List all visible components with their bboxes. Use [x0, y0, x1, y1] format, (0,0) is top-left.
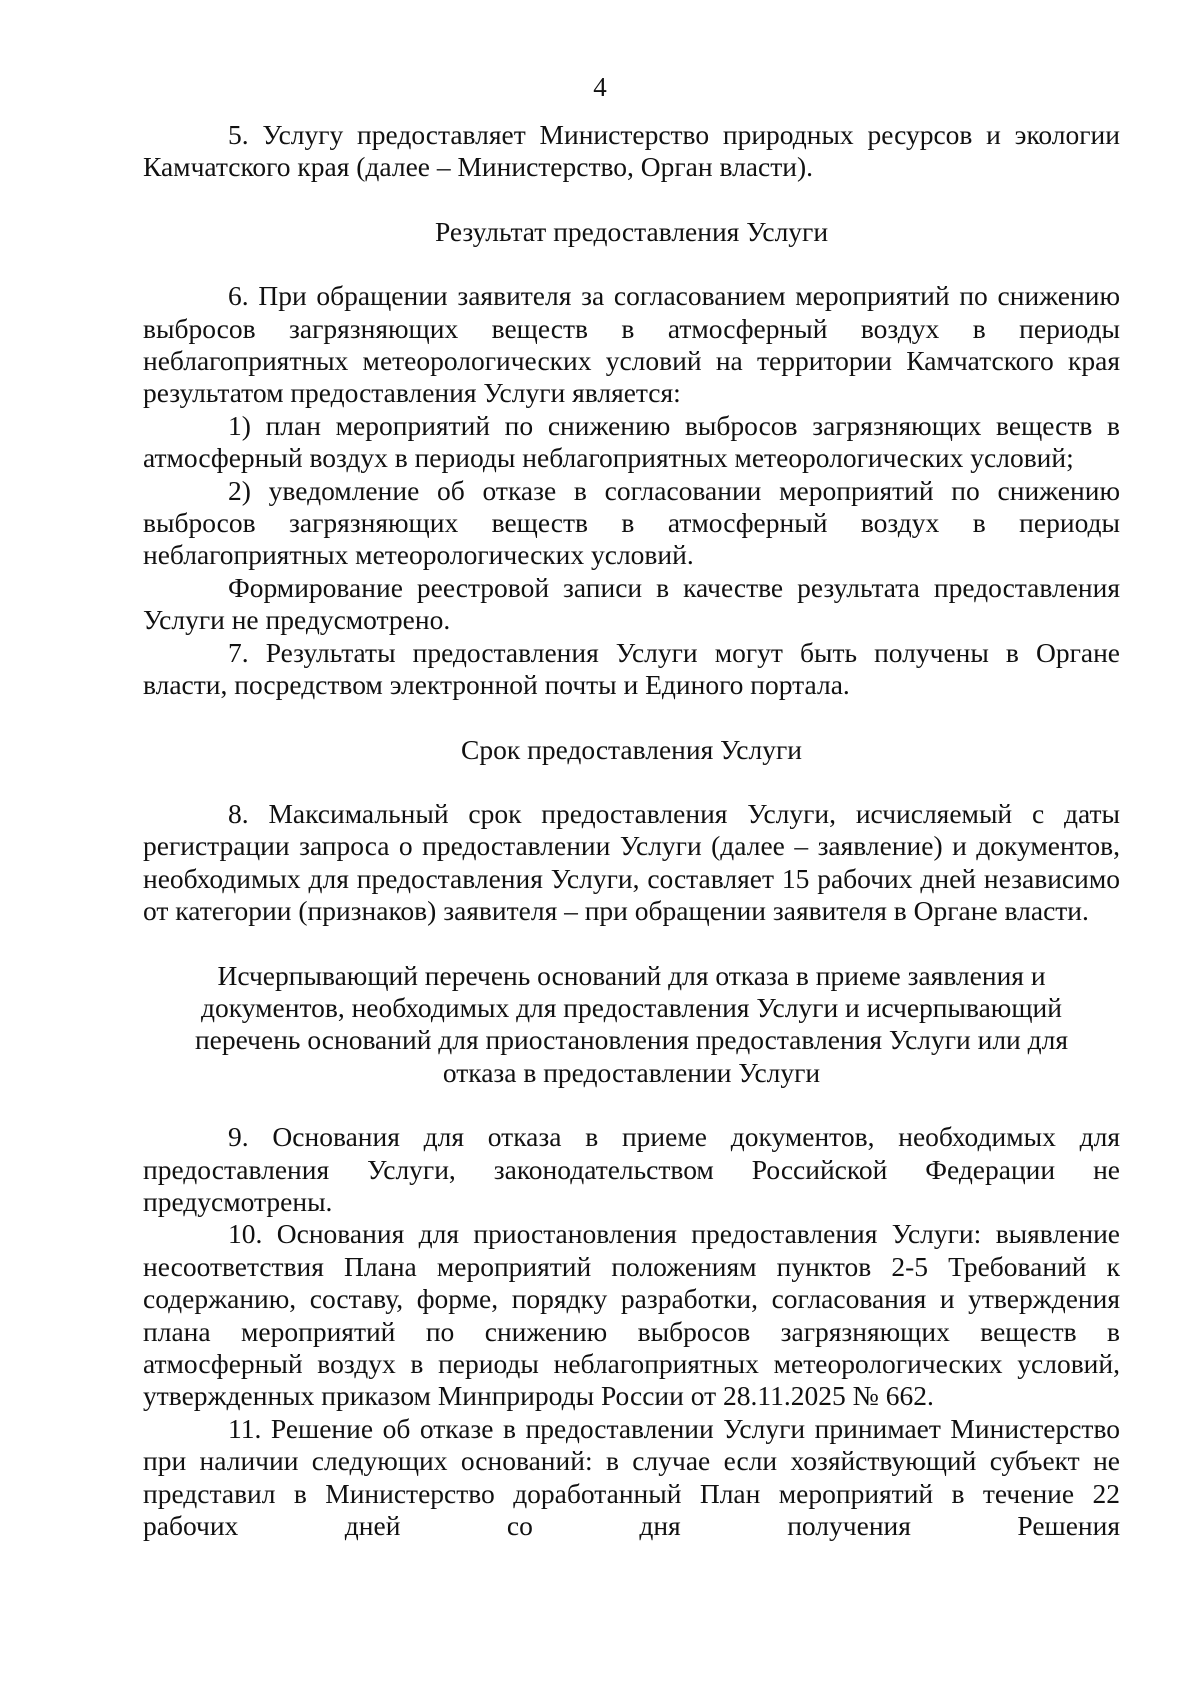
document-body [143, 119, 1120, 1542]
paragraph-9: 9. Основания для отказа в приеме документов, необходимых для предоставления Услуги, законодательством Российской Федерации не предусмотрены. [143, 1121, 1120, 1217]
paragraph-6-item-1: 1) план мероприятий по снижению выбросов загрязняющих веществ в атмосферный воздух в периоды неблагоприятных метеорологических условий; [143, 409, 1120, 474]
page-number: 4 [593, 72, 607, 102]
paragraph-6: 6. При обращении заявителя за согласованием мероприятий по снижению выбросов загрязняющих веществ в атмосферный воздух в периоды неблагоприятных метеорологических условий на территории Камчатского края результатом предоставления Услуги является: [143, 280, 1120, 409]
paragraph-10: 10. Основания для приостановления предоставления Услуги: выявление несоответствия Плана мероприятий положениям пунктов 2-5 Требований к содержанию, составу, форме, порядку разработки, согласования и утверждения плана мероприятий по снижению выбросов загрязняющих веществ в атмосферный воздух в периоды неблагоприятных метеорологических условий, утвержденных приказом Минприроды России от 28.11.2025 № 662. [143, 1218, 1120, 1412]
paragraph-6-note: Формирование реестровой записи в качестве результата предоставления Услуги не предусмотрено. [143, 571, 1120, 636]
section-heading-grounds: Исчерпывающий перечень оснований для отказа в приеме заявления и документов, необходимых для предоставления Услуги и исчерпывающий перечень оснований для приостановления предоставления Услуги или для отказа в предоставлении Услуги [194, 959, 1069, 1088]
paragraph-6-item-2: 2) уведомление об отказе в согласовании мероприятий по снижению выбросов загрязняющих веществ в атмосферный воздух в периоды неблагоприятных метеорологических условий. [143, 474, 1120, 571]
paragraph-7: 7. Результаты предоставления Услуги могут быть получены в Органе власти, посредством электронной почты и Единого портала. [143, 636, 1120, 701]
section-heading-result: Результат предоставления Услуги [434, 215, 829, 247]
paragraph-8: 8. Максимальный срок предоставления Услуги, исчисляемый с даты регистрации запроса о предоставлении Услуги (далее – заявление) и документов, необходимых для предоставления Услуги, составляет 15 рабочих дней независимо от категории (признаков) заявителя – при обращении заявителя в Органе власти. [143, 797, 1120, 927]
section-heading-term: Срок предоставления Услуги [461, 733, 802, 765]
paragraph-5: 5. Услугу предоставляет Министерство природных ресурсов и экологии Камчатского края (далее – Министерство, Орган власти). [143, 119, 1120, 183]
paragraph-11: 11. Решение об отказе в предоставлении Услуги принимает Министерство при наличии следующих оснований: в случае если хозяйствующий субъект не представил в Министерство доработанный План мероприятий в течение 22 рабочих дней со дня получения Решения [143, 1412, 1120, 1542]
